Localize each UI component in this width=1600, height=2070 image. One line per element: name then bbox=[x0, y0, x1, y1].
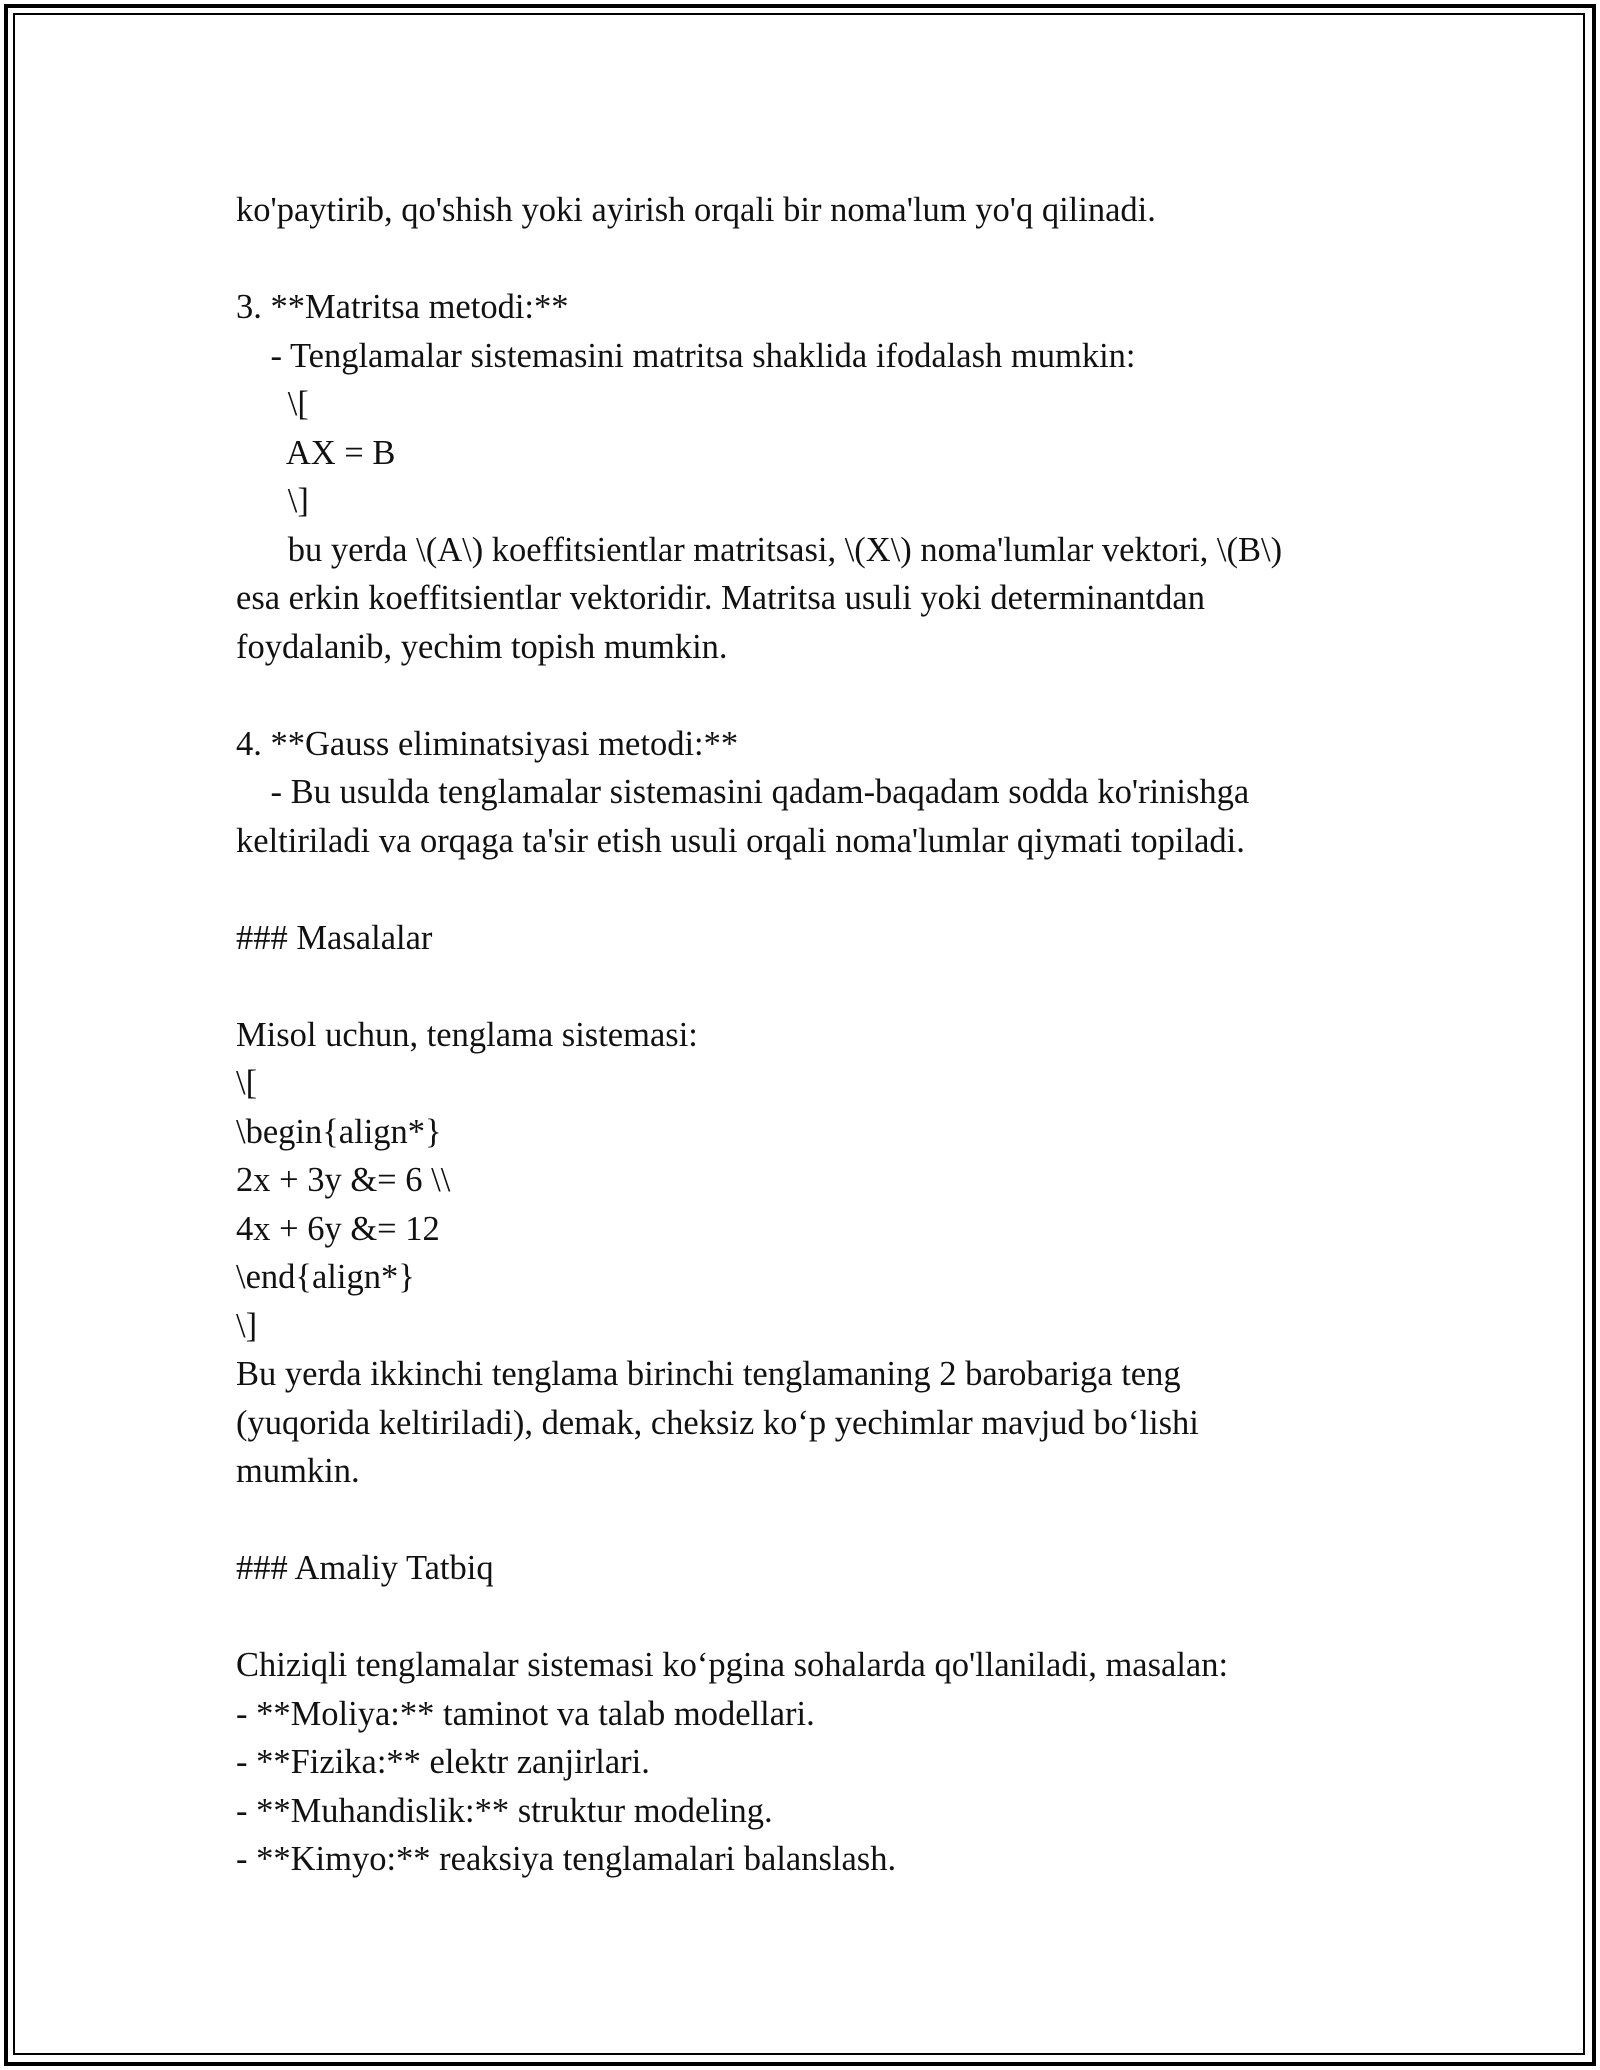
text-line: Misol uchun, tenglama sistemasi: bbox=[236, 1015, 698, 1054]
list-item: - **Fizika:** elektr zanjirlari. bbox=[236, 1743, 650, 1781]
text-line: - Tenglamalar sistemasini matritsa shaklida ifodalash mumkin: bbox=[236, 336, 1136, 375]
math-line: \] bbox=[236, 482, 309, 520]
text-line: Chiziqli tenglamalar sistemasi ko‘pgina sohalarda qo'llaniladi, masalan: bbox=[236, 1646, 1229, 1684]
text-line: mumkin. bbox=[236, 1452, 360, 1490]
text-line: esa erkin koeffitsientlar vektoridir. Matritsa usuli yoki determinantdan bbox=[236, 579, 1205, 617]
blank-line bbox=[236, 962, 1376, 1011]
text-line: foydalanib, yechim topish mumkin. bbox=[236, 627, 728, 666]
math-line: \[ bbox=[236, 385, 309, 423]
section-heading-matrix-method: 3. **Matritsa metodi:** bbox=[236, 288, 569, 326]
text-line: ko'paytirib, qo'shish yoki ayirish orqali bir noma'lum yo'q qilinadi. bbox=[236, 191, 1156, 229]
text-line: (yuqorida keltiriladi), demak, cheksiz ko‘p yechimlar mavjud bo‘lishi bbox=[236, 1403, 1199, 1442]
list-item: - **Muhandislik:** struktur modeling. bbox=[236, 1791, 773, 1830]
document-body bbox=[236, 186, 1376, 1884]
blank-line bbox=[236, 235, 1376, 284]
text-line: - Bu usulda tenglamalar sistemasini qadam-baqadam sodda ko'rinishga bbox=[236, 773, 1250, 811]
text-line: bu yerda \(A\) koeffitsientlar matritsasi, \(X\) noma'lumlar vektori, \(B\) bbox=[236, 530, 1283, 569]
list-item: - **Kimyo:** reaksiya tenglamalari balanslash. bbox=[236, 1840, 897, 1878]
blank-line bbox=[236, 865, 1376, 914]
text-line: Bu yerda ikkinchi tenglama birinchi tenglamaning 2 barobariga teng bbox=[236, 1355, 1181, 1393]
math-line: \end{align*} bbox=[236, 1258, 415, 1296]
blank-line bbox=[236, 1496, 1376, 1545]
blank-line bbox=[236, 671, 1376, 720]
math-line: \[ bbox=[236, 1064, 258, 1102]
text-line: keltiriladi va orqaga ta'sir etish usuli orqali noma'lumlar qiymati topiladi. bbox=[236, 821, 1245, 860]
math-line: 4x + 6y &= 12 bbox=[236, 1209, 440, 1248]
math-line: \] bbox=[236, 1306, 258, 1345]
blank-line bbox=[236, 1593, 1376, 1642]
math-line: 2x + 3y &= 6 \\ bbox=[236, 1161, 451, 1199]
math-line: \begin{align*} bbox=[236, 1112, 442, 1151]
section-heading-gauss-method: 4. **Gauss eliminatsiyasi metodi:** bbox=[236, 724, 739, 763]
heading-masalalar: ### Masalalar bbox=[236, 918, 433, 957]
list-item: - **Moliya:** taminot va talab modellari. bbox=[236, 1694, 815, 1733]
math-line: AX = B bbox=[236, 433, 396, 472]
heading-amaliy-tatbiq: ### Amaliy Tatbiq bbox=[236, 1549, 494, 1587]
